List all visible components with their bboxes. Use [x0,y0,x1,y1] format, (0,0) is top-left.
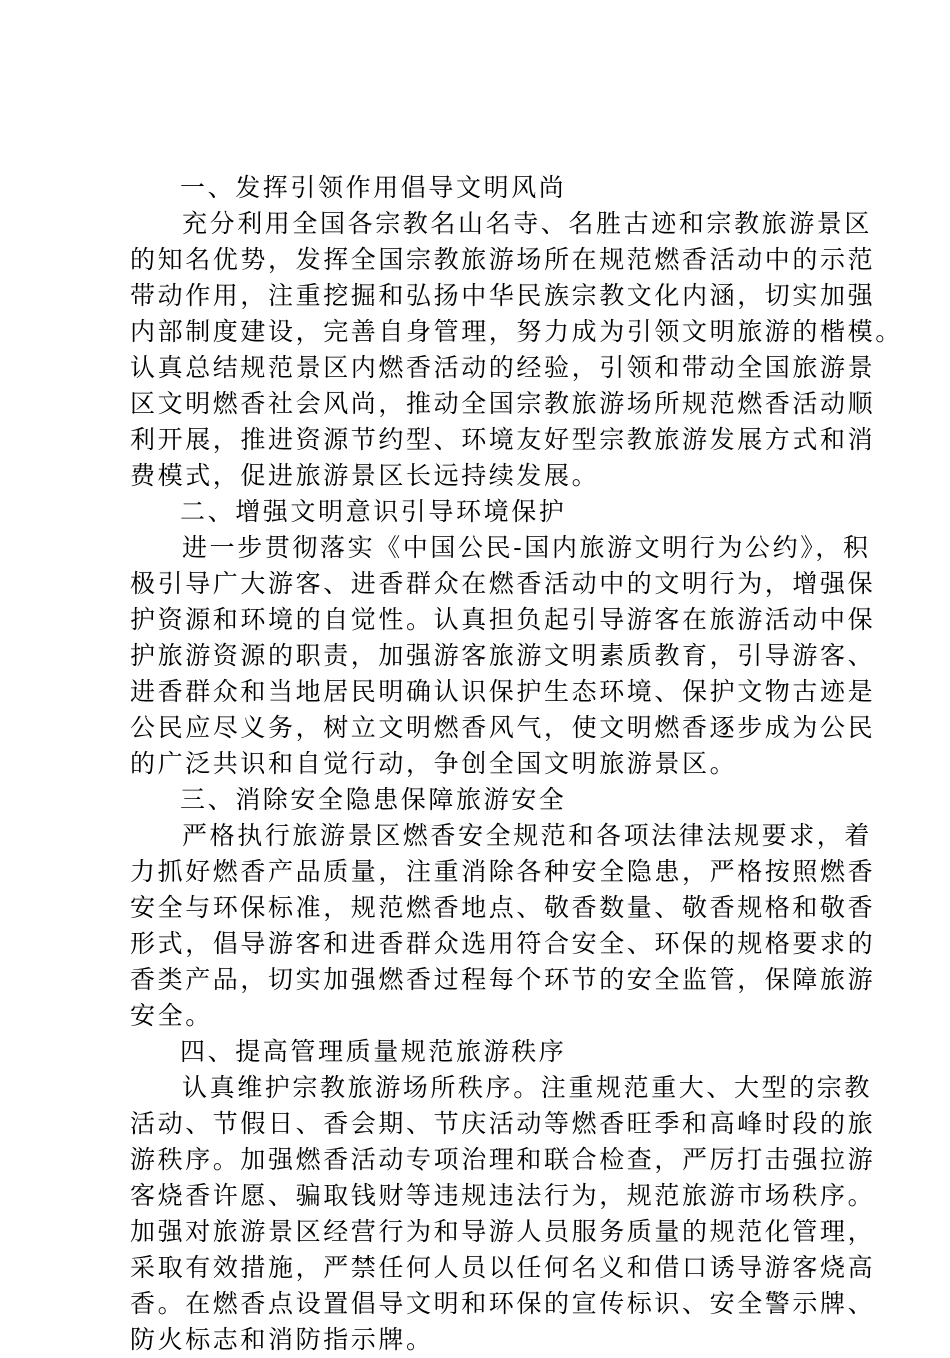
paragraph-line: 采取有效措施，严禁任何人员以任何名义和借口诱导游客烧高 [130,1253,876,1282]
paragraph-line: 客烧香许愿、骗取钱财等违规违法行为，规范旅游市场秩序。 [130,1181,876,1210]
paragraph-line: 形式，倡导游客和进香群众选用符合安全、环保的规格要求的 [130,929,876,958]
paragraph-line: 香。在燃香点设置倡导文明和环保的宣传标识、安全警示牌、 [130,1289,876,1318]
paragraph-line: 进一步贯彻落实《中国公民-国内旅游文明行为公约》，积 [182,533,871,562]
paragraph-line: 费模式，促进旅游景区长远持续发展。 [130,461,600,490]
paragraph-line: 区文明燃香社会风尚，推动全国宗教旅游场所规范燃香活动顺 [130,389,876,418]
paragraph-line: 护旅游资源的职责，加强游客旅游文明素质教育，引导游客、 [130,641,876,670]
section-heading: 三、消除安全隐患保障旅游安全 [180,785,567,814]
document-body [130,170,903,1358]
paragraph-line: 内部制度建设，完善自身管理，努力成为引领文明旅游的楷模。 [130,317,903,346]
paragraph-line: 利开展，推进资源节约型、环境友好型宗教旅游发展方式和消 [130,425,876,454]
section-heading: 二、增强文明意识引导环境保护 [180,497,567,526]
section-heading: 一、发挥引领作用倡导文明风尚 [180,173,567,202]
paragraph-line: 加强对旅游景区经营行为和导游人员服务质量的规范化管理， [130,1217,876,1246]
paragraph-line: 公民应尽义务，树立文明燃香风气，使文明燃香逐步成为公民 [130,713,876,742]
paragraph-line: 安全与环保标准，规范燃香地点、敬香数量、敬香规格和敬香 [130,893,876,922]
paragraph-line: 游秩序。加强燃香活动专项治理和联合检查，严厉打击强拉游 [130,1145,876,1174]
paragraph-line: 进香群众和当地居民明确认识保护生态环境、保护文物古迹是 [130,677,876,706]
paragraph-line: 认真总结规范景区内燃香活动的经验，引领和带动全国旅游景 [130,353,876,382]
paragraph-line: 力抓好燃香产品质量，注重消除各种安全隐患，严格按照燃香 [130,857,876,886]
paragraph-line: 活动、节假日、香会期、节庆活动等燃香旺季和高峰时段的旅 [130,1109,876,1138]
paragraph-line: 的广泛共识和自觉行动，争创全国文明旅游景区。 [130,749,738,778]
paragraph-line: 充分利用全国各宗教名山名寺、名胜古迹和宗教旅游景区 [182,209,873,238]
paragraph-line: 严格执行旅游景区燃香安全规范和各项法律法规要求，着 [182,821,873,850]
section-heading: 四、提高管理质量规范旅游秩序 [180,1037,567,1066]
paragraph-line: 带动作用，注重挖掘和弘扬中华民族宗教文化内涵，切实加强 [130,281,876,310]
paragraph-line: 的知名优势，发挥全国宗教旅游场所在规范燃香活动中的示范 [130,245,876,274]
paragraph-line: 认真维护宗教旅游场所秩序。注重规范重大、大型的宗教 [182,1073,873,1102]
paragraph-line: 防火标志和消防指示牌。 [130,1325,434,1354]
paragraph-line: 香类产品，切实加强燃香过程每个环节的安全监管，保障旅游 [130,965,876,994]
paragraph-line: 安全。 [130,1001,213,1030]
paragraph-line: 护资源和环境的自觉性。认真担负起引导游客在旅游活动中保 [130,605,876,634]
paragraph-line: 极引导广大游客、进香群众在燃香活动中的文明行为，增强保 [130,569,876,598]
